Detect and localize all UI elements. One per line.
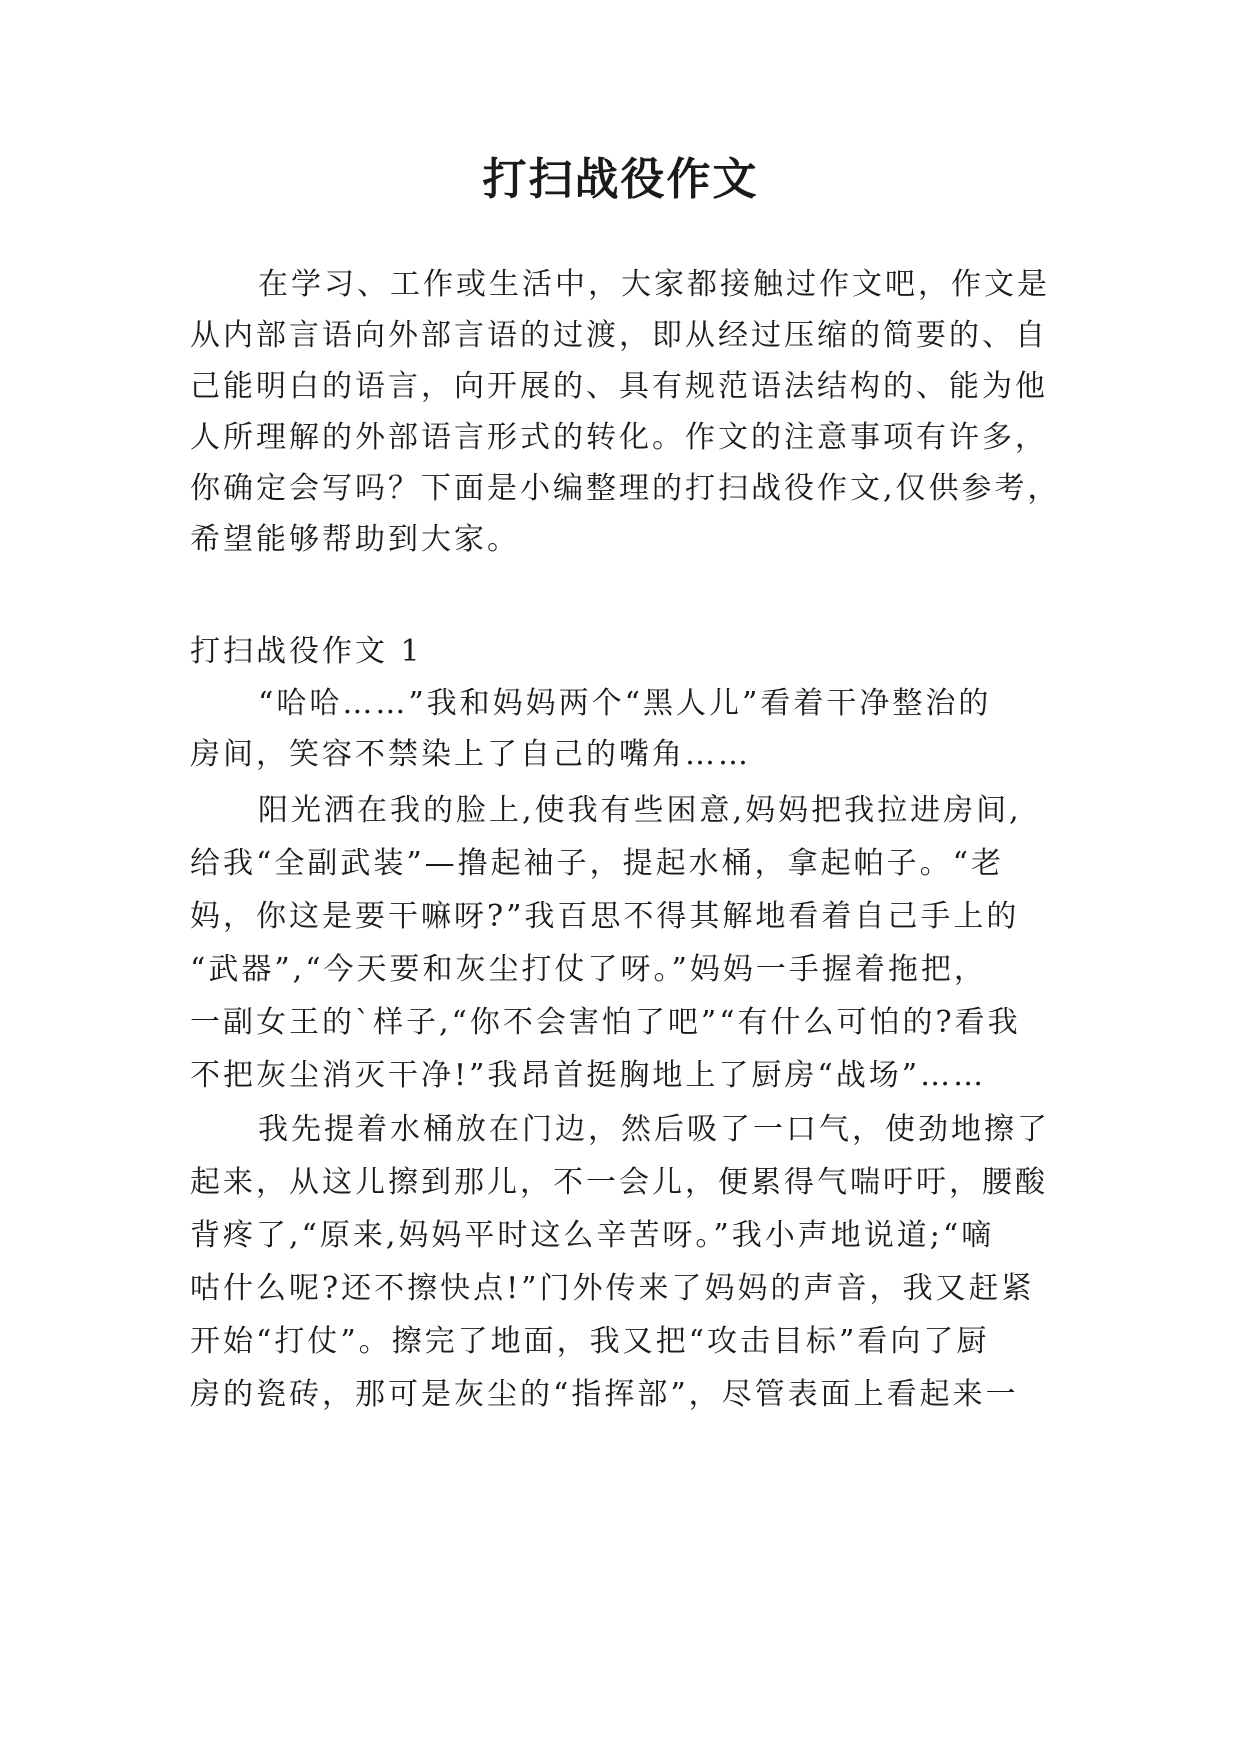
body-line: 不把灰尘消灭干净!”我昂首挺胸地上了厨房“战场”……: [190, 1058, 987, 1093]
body-line: 房的瓷砖，那可是灰尘的“指挥部”，尽管表面上看起来一: [190, 1377, 1019, 1412]
body-line: 开始“打仗”。擦完了地面，我又把“攻击目标”看向了厨: [190, 1324, 990, 1359]
body-line: 起来，从这儿擦到那儿，不一会儿，便累得气喘吁吁，腰酸: [190, 1165, 1048, 1200]
body-line: 房间，笑容不禁染上了自己的嘴角……: [190, 737, 751, 772]
body-line: 我先提着水桶放在门边，然后吸了一口气，使劲地擦了: [258, 1112, 1050, 1147]
body-line: 一副女王的`样子,“你不会害怕了吧”“有什么可怕的?看我: [190, 1005, 1021, 1040]
page-title: 打扫战役作文: [482, 154, 759, 205]
body-line: 背疼了,“原来,妈妈平时这么辛苦呀。”我小声地说道;“嘀: [190, 1218, 995, 1253]
intro-line: 在学习、工作或生活中，大家都接触过作文吧，作文是: [258, 267, 1050, 302]
body-line: 妈，你这是要干嘛呀?”我百思不得其解地看着自己手上的: [190, 899, 1020, 934]
section-heading: 打扫战役作文 1: [190, 634, 423, 669]
intro-line: 从内部言语向外部言语的过渡，即从经过压缩的简要的、自: [190, 318, 1048, 353]
body-line: “武器”,“今天要和灰尘打仗了呀。”妈妈一手握着拖把，: [190, 952, 987, 987]
intro-line: 你确定会写吗？下面是小编整理的打扫战役作文,仅供参考，: [190, 471, 1061, 506]
body-line: 阳光洒在我的脸上,使我有些困意,妈妈把我拉进房间,: [258, 793, 1022, 828]
body-line: “哈哈……”我和妈妈两个“黑人儿”看着干净整治的: [258, 686, 992, 721]
intro-line: 己能明白的语言，向开展的、具有规范语法结构的、能为他: [190, 369, 1048, 404]
intro-line: 希望能够帮助到大家。: [190, 522, 520, 557]
intro-line: 人所理解的外部语言形式的转化。作文的注意事项有许多，: [190, 420, 1048, 455]
body-line: 给我“全副武装”—撸起袖子，提起水桶，拿起帕子。“老: [190, 846, 1005, 881]
body-line: 咕什么呢?还不擦快点!”门外传来了妈妈的声音，我又赶紧: [190, 1271, 1035, 1306]
